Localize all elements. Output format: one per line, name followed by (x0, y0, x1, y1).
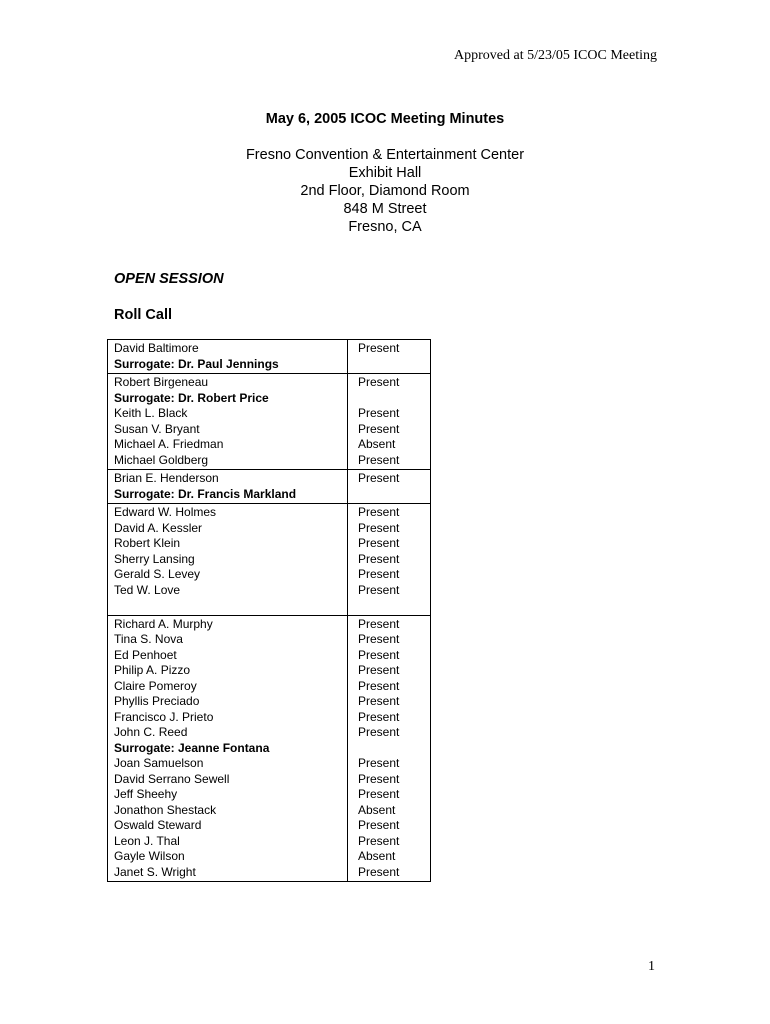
attendance-status: Present (358, 756, 400, 770)
surrogate-name: Surrogate: Jeanne Fontana (114, 740, 270, 755)
table-row (108, 470, 430, 504)
attendance-status: Present (358, 709, 400, 724)
attendance-status: Present (358, 725, 400, 739)
table-row (108, 340, 430, 374)
attendance-status: Present (358, 582, 400, 597)
member-name: David Serrano Sewell (114, 771, 230, 786)
member-name-cell (108, 470, 348, 503)
attendance-status: Present (358, 787, 400, 801)
attendance-status (358, 741, 399, 757)
attendance-status: Present (358, 864, 400, 879)
attendance-status: Present (358, 663, 400, 677)
attendance-status: Present (358, 567, 400, 581)
attendance-status: Present (358, 647, 400, 662)
attendance-status: Present (358, 406, 400, 420)
attendance-status: Present (358, 471, 400, 485)
member-name: Jonathon Shestack (114, 802, 217, 817)
member-name: Susan V. Bryant (114, 421, 200, 436)
attendance-status-cell (348, 504, 399, 615)
attendance-status: Present (358, 421, 400, 436)
attendance-status: Present (358, 536, 400, 550)
member-name: Ted W. Love (114, 582, 181, 597)
member-name: Jeff Sheehy (114, 787, 178, 801)
member-name: Phyllis Preciado (114, 694, 200, 708)
attendance-status: Absent (358, 437, 396, 451)
surrogate-name: Surrogate: Dr. Robert Price (114, 390, 269, 405)
attendance-status: Present (358, 833, 400, 848)
approval-note: Approved at 5/23/05 ICOC Meeting (454, 48, 657, 63)
member-name-cell (108, 504, 348, 615)
member-name (114, 598, 347, 614)
attendance-status: Present (358, 452, 400, 467)
member-name: Oswald Steward (114, 818, 202, 832)
member-name: Michael A. Friedman (114, 437, 224, 451)
attendance-status (358, 598, 399, 614)
attendance-status-cell (348, 616, 399, 882)
member-name: Edward W. Holmes (114, 505, 217, 519)
member-name: Claire Pomeroy (114, 678, 197, 693)
attendance-status: Present (358, 678, 400, 693)
attendance-status: Present (358, 818, 400, 832)
attendance-status: Present (358, 341, 400, 355)
table-row (108, 616, 430, 882)
member-name-cell (108, 340, 348, 373)
member-name: Leon J. Thal (114, 833, 180, 848)
attendance-status-cell (348, 470, 399, 503)
attendance-status: Present (358, 616, 400, 631)
member-name: Francisco J. Prieto (114, 709, 214, 724)
attendance-status: Present (358, 694, 400, 708)
table-row (108, 504, 430, 616)
member-name: Brian E. Henderson (114, 471, 219, 485)
document-title: May 6, 2005 ICOC Meeting Minutes (265, 111, 505, 127)
attendance-status: Present (358, 632, 400, 646)
attendance-status (358, 487, 399, 503)
attendance-status: Present (358, 551, 400, 566)
member-name: Michael Goldberg (114, 452, 209, 467)
venue-line: 2nd Floor, Diamond Room (300, 183, 470, 199)
member-name: Richard A. Murphy (114, 616, 213, 631)
venue-line: 848 M Street (343, 201, 427, 217)
member-name: Joan Samuelson (114, 756, 204, 770)
venue-address (0, 146, 770, 236)
attendance-status (358, 391, 399, 407)
member-name: Ed Penhoet (114, 647, 177, 662)
attendance-status-cell (348, 340, 399, 373)
surrogate-name: Surrogate: Dr. Paul Jennings (114, 356, 279, 371)
page-number: 1 (648, 959, 655, 974)
member-name: John C. Reed (114, 725, 188, 739)
member-name: Robert Birgeneau (114, 375, 209, 389)
member-name: Janet S. Wright (114, 864, 196, 879)
member-name: Gayle Wilson (114, 849, 185, 863)
member-name: Sherry Lansing (114, 551, 195, 566)
member-name: Robert Klein (114, 536, 181, 550)
venue-line: Fresno Convention & Entertainment Center (245, 147, 525, 163)
roll-call-table (107, 339, 431, 882)
member-name: David Baltimore (114, 341, 199, 355)
attendance-status: Present (358, 375, 400, 389)
attendance-status-cell (348, 374, 399, 469)
member-name: Gerald S. Levey (114, 567, 201, 581)
attendance-status: Absent (358, 802, 396, 817)
section-heading: OPEN SESSION (114, 271, 224, 287)
attendance-status: Absent (358, 849, 396, 863)
surrogate-name: Surrogate: Dr. Francis Markland (114, 486, 297, 501)
roll-call-heading: Roll Call (114, 307, 173, 323)
member-name: Tina S. Nova (114, 632, 183, 646)
attendance-status (358, 357, 399, 373)
member-name: Keith L. Black (114, 406, 188, 420)
table-row (108, 374, 430, 470)
venue-line: Exhibit Hall (348, 165, 422, 181)
venue-line: Fresno, CA (348, 219, 422, 235)
member-name: David A. Kessler (114, 520, 203, 535)
attendance-status: Present (358, 771, 400, 786)
member-name-cell (108, 374, 348, 469)
member-name: Philip A. Pizzo (114, 663, 191, 677)
attendance-status: Present (358, 505, 400, 519)
attendance-status: Present (358, 520, 400, 535)
member-name-cell (108, 616, 348, 882)
